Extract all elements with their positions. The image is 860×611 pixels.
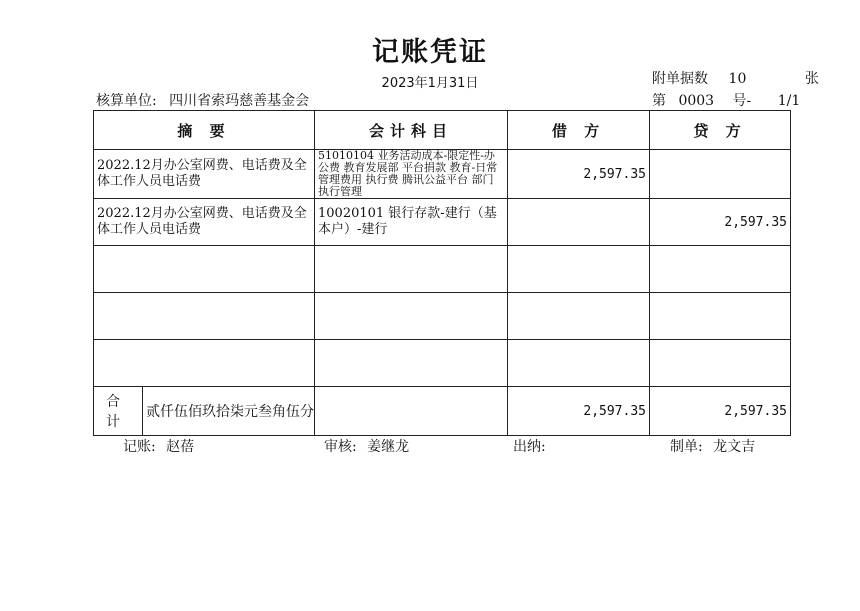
total-label: 合 计: [94, 387, 143, 435]
table-row: [94, 199, 791, 246]
voucher-page: 1/1: [777, 93, 801, 109]
total-amount-text: 贰仟伍佰玖拾柒元叁角伍分: [146, 404, 314, 420]
accounting-unit: [96, 90, 309, 110]
bookkeeper-label: 记账:: [123, 439, 156, 455]
row-credit: [650, 150, 791, 199]
cashier-label: 出纳:: [513, 439, 546, 455]
bookkeeper-name: 赵蓓: [166, 439, 195, 455]
voucher-number: [652, 90, 800, 110]
reviewer-name: 姜继龙: [367, 439, 410, 455]
row-debit: 2,597.35: [508, 150, 650, 199]
voucher-title: 记账凭证: [372, 37, 488, 68]
total-credit: 2,597.35: [650, 387, 791, 436]
header-account: 会计科目: [315, 111, 508, 150]
header-debit: 借 方: [508, 111, 650, 150]
attachment-count: [652, 68, 819, 88]
table-row-empty: [94, 293, 791, 340]
header-summary: 摘 要: [94, 111, 315, 150]
row-summary: 2022.12月办公室网费、电话费及全体工作人员电话费: [94, 199, 315, 246]
attachment-label: 附单据数: [652, 71, 708, 87]
header-credit: 贷 方: [650, 111, 791, 150]
voucher-date: 2023年1月31日: [381, 76, 479, 91]
voucher-number-value: 0003: [678, 93, 715, 109]
total-debit: 2,597.35: [508, 387, 650, 436]
cashier: [513, 436, 552, 456]
table-row: [94, 150, 791, 199]
bookkeeper: [123, 436, 194, 456]
row-summary: 2022.12月办公室网费、电话费及全体工作人员电话费: [94, 150, 315, 199]
unit-name: 四川省索玛慈善基金会: [169, 93, 310, 109]
unit-label: 核算单位:: [96, 93, 157, 109]
voucher-prefix: 第: [652, 93, 666, 109]
reviewer-label: 审核:: [324, 439, 357, 455]
total-row: [94, 387, 791, 436]
row-account: 51010104 业务活动成本-限定性-办公费 教育发展部 平台捐款 教育-日常管理费用 执行费 腾讯公益平台 部门执行管理: [315, 150, 508, 199]
row-account: 10020101 银行存款-建行（基本户）-建行: [315, 199, 508, 246]
table-row-empty: [94, 340, 791, 387]
preparer: [670, 436, 755, 456]
reviewer: [324, 436, 409, 456]
attachment-number: 10: [728, 71, 747, 87]
voucher-table: [93, 110, 791, 436]
attachment-unit: 张: [804, 71, 819, 87]
voucher-suffix: 号-: [732, 93, 752, 109]
preparer-label: 制单:: [670, 439, 703, 455]
table-header-row: [94, 111, 791, 150]
row-debit: [508, 199, 650, 246]
preparer-name: 龙文吉: [713, 439, 756, 455]
table-row-empty: [94, 246, 791, 293]
row-credit: 2,597.35: [650, 199, 791, 246]
